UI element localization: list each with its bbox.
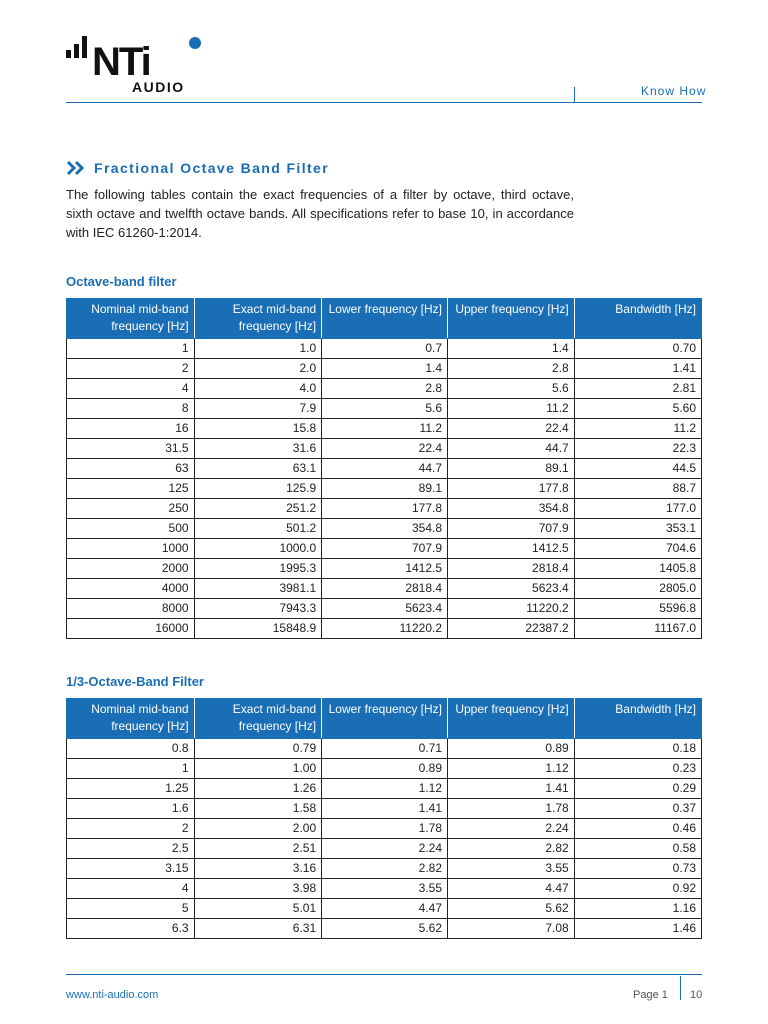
table-cell: 1412.5	[322, 559, 448, 579]
table-cell: 89.1	[322, 479, 448, 499]
table-cell: 1.6	[67, 799, 195, 819]
section-title-text: Fractional Octave Band Filter	[94, 160, 330, 176]
table-cell: 2	[67, 819, 195, 839]
table-cell: 4.0	[194, 379, 322, 399]
table-cell: 1.41	[322, 799, 448, 819]
table-cell: 1.12	[448, 759, 575, 779]
table-header-row	[67, 299, 702, 339]
table-cell: 0.23	[574, 759, 701, 779]
table-row	[67, 919, 702, 939]
table-cell: 707.9	[448, 519, 575, 539]
footer-page-total: 10	[690, 989, 703, 1001]
table-row	[67, 499, 702, 519]
table-cell: 11220.2	[448, 599, 575, 619]
table-cell: 4.47	[448, 879, 575, 899]
table-cell: 0.71	[322, 739, 448, 759]
table-cell: 0.70	[574, 339, 701, 359]
table-row	[67, 559, 702, 579]
table-cell: 0.79	[194, 739, 322, 759]
table-cell: 1.78	[448, 799, 575, 819]
table-cell: 354.8	[448, 499, 575, 519]
table-row	[67, 579, 702, 599]
table-header-row	[67, 699, 702, 739]
logo-dot-icon	[189, 37, 201, 49]
footer-rule	[66, 974, 702, 975]
table-cell: 2.0	[194, 359, 322, 379]
table-cell: 31.5	[67, 439, 195, 459]
table-cell: 0.29	[574, 779, 701, 799]
table-cell: 22387.2	[448, 619, 575, 639]
table-cell: 2.24	[322, 839, 448, 859]
table-cell: 177.8	[322, 499, 448, 519]
table-cell: 1412.5	[448, 539, 575, 559]
table-cell: 2.8	[322, 379, 448, 399]
footer-url[interactable]: www.nti-audio.com	[66, 989, 159, 1001]
table-cell: 1.78	[322, 819, 448, 839]
table-cell: 11.2	[322, 419, 448, 439]
table-cell: 1	[67, 759, 195, 779]
table-cell: 1.46	[574, 919, 701, 939]
table-cell: 2805.0	[574, 579, 701, 599]
table-cell: 89.1	[448, 459, 575, 479]
table-cell: 2.51	[194, 839, 322, 859]
table-cell: 6.3	[67, 919, 195, 939]
third-octave-band-table	[66, 698, 702, 939]
table-cell: 1.41	[574, 359, 701, 379]
table-row	[67, 619, 702, 639]
table-row	[67, 479, 702, 499]
column-header: Upper frequency [Hz]	[448, 699, 575, 739]
table-cell: 354.8	[322, 519, 448, 539]
table-cell: 3.55	[448, 859, 575, 879]
table-cell: 7.9	[194, 399, 322, 419]
table-cell: 0.92	[574, 879, 701, 899]
table-cell: 177.8	[448, 479, 575, 499]
column-header: Lower frequency [Hz]	[322, 299, 448, 339]
column-header: Bandwidth [Hz]	[574, 699, 701, 739]
table-cell: 1	[67, 339, 195, 359]
table-cell: 2.82	[448, 839, 575, 859]
table-cell: 5623.4	[322, 599, 448, 619]
table-row	[67, 439, 702, 459]
double-chevron-icon	[66, 160, 90, 176]
third-octave-table-title: 1/3-Octave-Band Filter	[66, 674, 204, 689]
table-row	[67, 839, 702, 859]
logo-sub: AUDIO	[132, 79, 185, 95]
table-cell: 3981.1	[194, 579, 322, 599]
table-cell: 0.46	[574, 819, 701, 839]
table-cell: 4	[67, 379, 195, 399]
table-cell: 5.62	[322, 919, 448, 939]
table-cell: 15848.9	[194, 619, 322, 639]
table-cell: 500	[67, 519, 195, 539]
table-cell: 11.2	[448, 399, 575, 419]
table-cell: 3.15	[67, 859, 195, 879]
column-header: Nominal mid-band frequency [Hz]	[67, 699, 195, 739]
column-header: Bandwidth [Hz]	[574, 299, 701, 339]
table-row	[67, 539, 702, 559]
column-header: Exact mid-band frequency [Hz]	[194, 699, 322, 739]
table-cell: 1.25	[67, 779, 195, 799]
table-cell: 177.0	[574, 499, 701, 519]
table-row	[67, 459, 702, 479]
table-row	[67, 359, 702, 379]
table-cell: 125	[67, 479, 195, 499]
table-cell: 63	[67, 459, 195, 479]
table-cell: 44.5	[574, 459, 701, 479]
table-cell: 2.8	[448, 359, 575, 379]
table-cell: 22.3	[574, 439, 701, 459]
table-cell: 704.6	[574, 539, 701, 559]
header-rule	[66, 102, 702, 103]
table-cell: 5.6	[448, 379, 575, 399]
table-cell: 2.5	[67, 839, 195, 859]
table-cell: 707.9	[322, 539, 448, 559]
table-cell: 4	[67, 879, 195, 899]
table-row	[67, 859, 702, 879]
table-cell: 1.0	[194, 339, 322, 359]
table-cell: 5.60	[574, 399, 701, 419]
table-cell: 11.2	[574, 419, 701, 439]
table-cell: 501.2	[194, 519, 322, 539]
table-cell: 1.4	[322, 359, 448, 379]
table-cell: 3.98	[194, 879, 322, 899]
column-header: Upper frequency [Hz]	[448, 299, 575, 339]
table-cell: 11220.2	[322, 619, 448, 639]
column-header: Nominal mid-band frequency [Hz]	[67, 299, 195, 339]
table-cell: 5	[67, 899, 195, 919]
table-cell: 11167.0	[574, 619, 701, 639]
table-cell: 0.73	[574, 859, 701, 879]
table-row	[67, 799, 702, 819]
table-cell: 22.4	[322, 439, 448, 459]
table-cell: 250	[67, 499, 195, 519]
table-cell: 6.31	[194, 919, 322, 939]
table-cell: 0.58	[574, 839, 701, 859]
table-cell: 1.12	[322, 779, 448, 799]
table-cell: 1000.0	[194, 539, 322, 559]
column-header: Lower frequency [Hz]	[322, 699, 448, 739]
table-cell: 5623.4	[448, 579, 575, 599]
table-cell: 15.8	[194, 419, 322, 439]
table-cell: 16000	[67, 619, 195, 639]
table-cell: 2818.4	[448, 559, 575, 579]
table-cell: 22.4	[448, 419, 575, 439]
table-cell: 44.7	[322, 459, 448, 479]
table-row	[67, 879, 702, 899]
table-row	[67, 519, 702, 539]
table-cell: 125.9	[194, 479, 322, 499]
column-header: Exact mid-band frequency [Hz]	[194, 299, 322, 339]
table-cell: 0.7	[322, 339, 448, 359]
table-cell: 251.2	[194, 499, 322, 519]
nti-audio-logo	[66, 34, 206, 96]
logo-word: NTi	[92, 40, 150, 84]
table-cell: 5596.8	[574, 599, 701, 619]
table-cell: 1000	[67, 539, 195, 559]
table-cell: 7.08	[448, 919, 575, 939]
table-cell: 2	[67, 359, 195, 379]
table-row	[67, 759, 702, 779]
table-cell: 5.62	[448, 899, 575, 919]
footer-page-label: Page 1	[633, 989, 668, 1001]
table-cell: 2.24	[448, 819, 575, 839]
table-row	[67, 419, 702, 439]
table-cell: 2.82	[322, 859, 448, 879]
table-cell: 353.1	[574, 519, 701, 539]
table-cell: 2.81	[574, 379, 701, 399]
table-cell: 3.55	[322, 879, 448, 899]
table-cell: 2818.4	[322, 579, 448, 599]
table-cell: 4.47	[322, 899, 448, 919]
table-cell: 8	[67, 399, 195, 419]
table-cell: 31.6	[194, 439, 322, 459]
table-cell: 0.37	[574, 799, 701, 819]
table-row	[67, 379, 702, 399]
table-cell: 2.00	[194, 819, 322, 839]
table-row	[67, 399, 702, 419]
section-title	[66, 160, 329, 176]
table-cell: 1.58	[194, 799, 322, 819]
table-row	[67, 599, 702, 619]
intro-paragraph: The following tables contain the exact frequencies of a filter by octave, third octave, sixth octave and twelfth octave bands. All specifications refer to base 10, in accordance with IEC 61260-1:2014.	[66, 187, 574, 240]
octave-table-title: Octave-band filter	[66, 274, 177, 289]
table-cell: 3.16	[194, 859, 322, 879]
table-row	[67, 819, 702, 839]
table-cell: 0.89	[448, 739, 575, 759]
table-cell: 7943.3	[194, 599, 322, 619]
table-cell: 5.6	[322, 399, 448, 419]
table-cell: 0.8	[67, 739, 195, 759]
table-row	[67, 739, 702, 759]
table-row	[67, 899, 702, 919]
table-cell: 8000	[67, 599, 195, 619]
table-cell: 1.16	[574, 899, 701, 919]
table-cell: 1.26	[194, 779, 322, 799]
table-cell: 1.00	[194, 759, 322, 779]
table-cell: 16	[67, 419, 195, 439]
table-cell: 0.18	[574, 739, 701, 759]
table-cell: 1995.3	[194, 559, 322, 579]
table-cell: 4000	[67, 579, 195, 599]
table-row	[67, 779, 702, 799]
section-label: Know How	[641, 84, 707, 98]
table-cell: 1.41	[448, 779, 575, 799]
table-cell: 63.1	[194, 459, 322, 479]
table-cell: 5.01	[194, 899, 322, 919]
table-cell: 88.7	[574, 479, 701, 499]
footer-divider-tick	[680, 976, 681, 1000]
table-cell: 1405.8	[574, 559, 701, 579]
octave-band-table	[66, 298, 702, 639]
table-cell: 1.4	[448, 339, 575, 359]
table-cell: 44.7	[448, 439, 575, 459]
table-row	[67, 339, 702, 359]
table-cell: 2000	[67, 559, 195, 579]
header-divider-tick	[574, 87, 575, 103]
table-cell: 0.89	[322, 759, 448, 779]
